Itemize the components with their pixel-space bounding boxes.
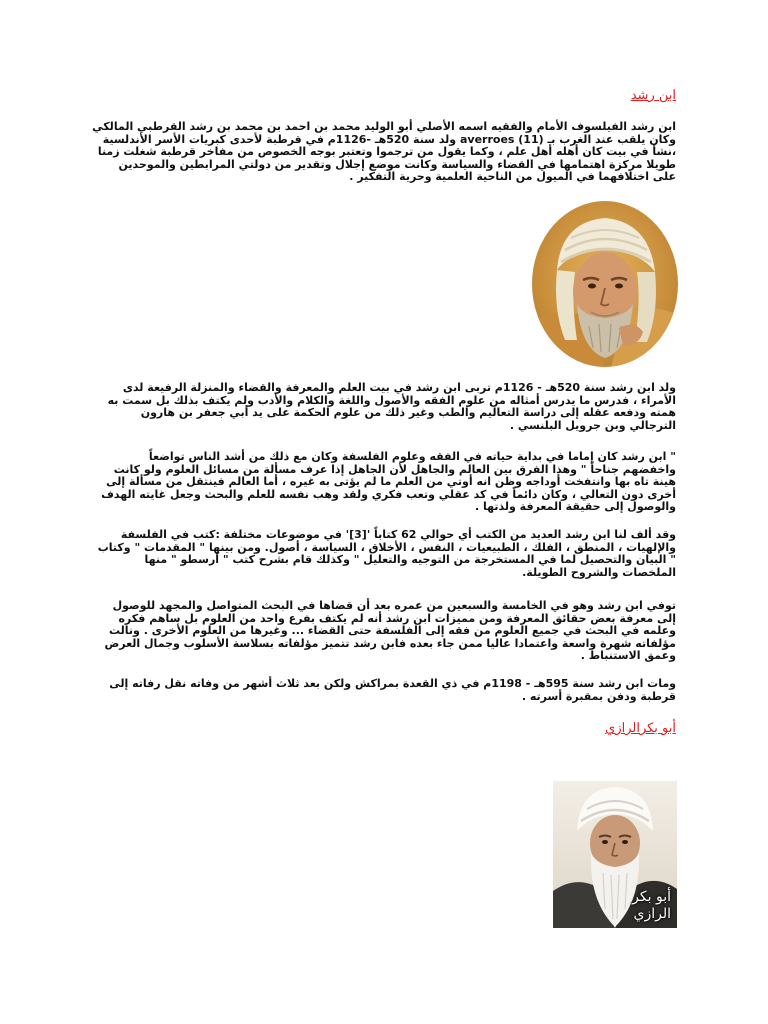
ibn-rushd-portrait xyxy=(531,200,679,368)
paragraph-death-legacy: توفي ابن رشد وهو في الخامسة والسبعين من عمره بعد أن قضاها في البحث المتواصل والمجهد للوصول إلى معرفة بعض حقائق المعرفة ومن مميزات ابن رشد أنه لم يكتف بفرع واحد من العلوم بل ساهم فكره وعلمه في البحث في جميع العلوم من فقه إلى الفلسفة حتى القضاء ... وغيرها من العلوم الأخرى . ونالت مؤلفاته شهرة واسعة واعتمادا عاليا ممن جاء بعده فابن رشد تتميز مؤلفاته بسلاسة الأسلوب وجمال العرض وعمق الاستنباط . xyxy=(104,599,676,663)
paragraph-works: وقد ألف لنا ابن رشد العديد من الكتب أي حوالي 62 كتاباً '[3]' في موضوعات مختلفة :كتب في الفلسفة والإلهيات ، المنطق ، الفلك ، الطبيعيات ، النفس ، الأخلاق ، السياسة ، أصول. ومن بينها " المقدمات " وكتاب " البيان والتحصيل لما في المستخرجة من التوجيه والتعليل " وكذلك قام بشرح كتب " أرسطو " منها الملخصات والشروح الطويلة. xyxy=(97,528,676,579)
paragraph-burial: ومات ابن رشد سنة 595هـ - 1198م في ذي القعدة بمراكش ولكن بعد ثلاث أشهر من وفاته نقل رفاته إلى قرطبة ودفن بمقبرة أسرته . xyxy=(109,677,676,703)
portrait-caption: أبو بكر الرازي xyxy=(632,889,671,922)
paragraph-intro: ابن رشد الفيلسوف الأمام والفقيه اسمه الأصلي أبو الوليد محمد بن احمد بن محمد بن رشد القرطبي المالكي وكان يلقب عند الغرب بـ averroes (11) ولد سنة 520هـ -1126م في قرطبة لأحدى كبريات الأسر الأندلسية ،نشأ في بيت كان أهله أهل علم ، وكما يقول من ترجموا وتعتبر بوجه الخصوص من مفاخر قرطبة شغلت زمنا طويلا مركزة اهتمامها في القضاء والسياسة وكانت موضع إجلال وتقدير من دولتي المرابطين والموحدين على اختلافهما في الميول من الناحية العلمية وحرية التفكير . xyxy=(92,120,676,184)
paragraph-character: " ابن رشد كان إماما في بداية حياته في الفقه وعلوم الفلسفة وكان مع ذلك من أشد الناس تواضعاً واخفضهم جناحاً " وهذا الفرق بين العالم والجاهل لأن الجاهل إذا عرف مسألة من مسائل العلوم ولو كانت هينة تاه بها وانتفخت أوداجه وظن انه أوتي من العلم ما لم يؤتى به غيره ، أما العالم فينتقل من مسألة إلى أخرى دون التعالي ، وكان دائماً في كد عقلي وتعب فكري ولقد وهب نفسه للعلم والبحث وجعل غايته الهدف والوصول إلى حقيقة المعرفة ولذتها . xyxy=(101,450,676,514)
paragraph-upbringing: ولد ابن رشد سنة 520هـ - 1126م تربى ابن رشد في بيت العلم والمعرفة والقضاء والمنزلة الرفيعة لدى الأمراء ، فدرس ما يدرس أمثاله من علوم الفقه والأصول واللغة والكلام والأدب ولم يكتف بذلك بل سمت به همته ودفعه عقله إلى دراسة التعاليم والطب وغير ذلك من علوم الحكمة على يد أبي جعفر بن هارون الترجالي وبن جرويل البلنسي . xyxy=(107,381,676,432)
al-razi-portrait xyxy=(553,781,677,928)
al-razi-link[interactable]: أبو بكرالرازي xyxy=(605,721,676,736)
ibn-rushd-link[interactable]: ابن رشد xyxy=(630,88,676,103)
